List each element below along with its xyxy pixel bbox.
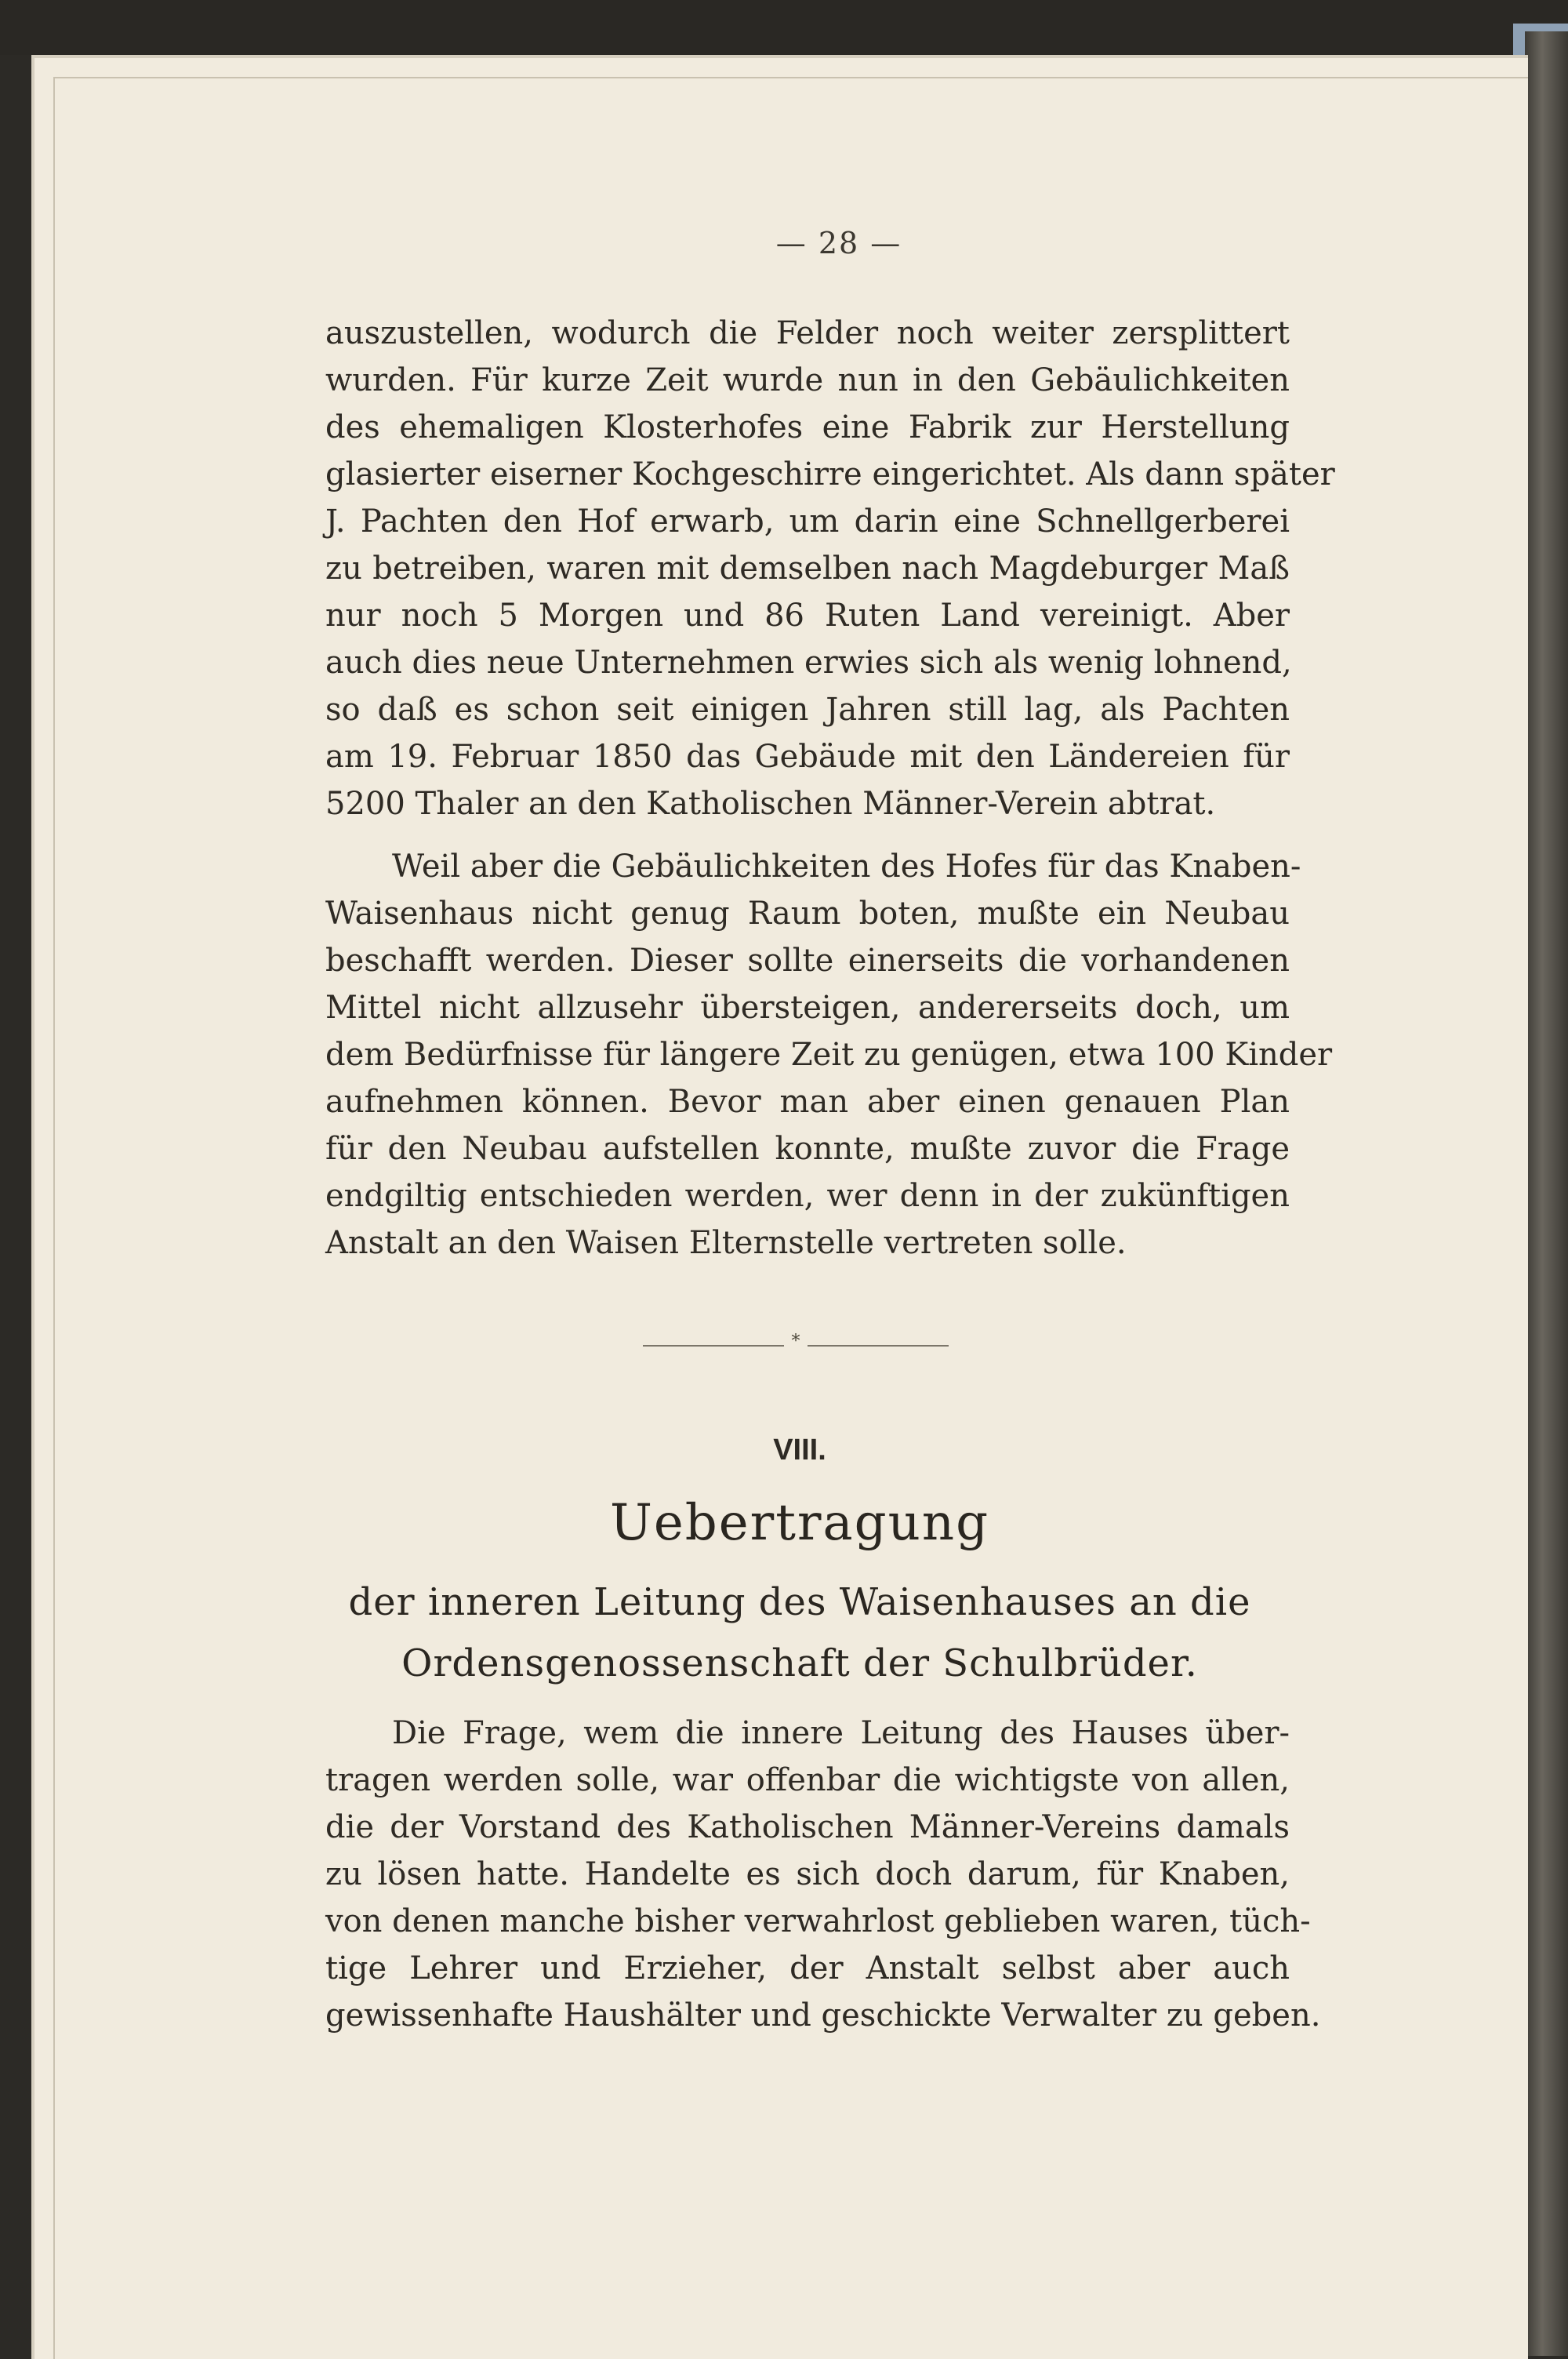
paragraph-2	[325, 843, 1333, 1267]
text-line: nur noch 5 Morgen und 86 Ruten Land vereinigt. Aber	[325, 598, 1290, 634]
text-line: so daß es schon seit einigen Jahren still lag, als Pachten	[325, 692, 1290, 728]
divider-rule-left	[643, 1345, 784, 1347]
chapter-title: Uebertragung	[609, 1494, 990, 1552]
text-line: zu betreiben, waren mit demselben nach Magdeburger Maß	[325, 551, 1290, 587]
text-line: wurden. Für kurze Zeit wurde nun in den Gebäulichkeiten	[325, 362, 1290, 398]
scan-top-edge	[0, 0, 1568, 55]
chapter-subtitle-line-2: Ordensgenossenschaft der Schulbrüder.	[401, 1641, 1198, 1685]
section-number: VIII.	[773, 1434, 826, 1467]
text-line: von denen manche bisher verwahrlost geblieben waren, tüch-	[325, 1903, 1311, 1939]
text-line: aufnehmen können. Bevor man aber einen genauen Plan	[325, 1084, 1290, 1120]
text-line: gewissenhafte Haushälter und geschickte Verwalter zu geben.	[325, 1997, 1321, 2034]
text-line: beschafft werden. Dieser sollte einerseits die vorhandenen	[325, 943, 1290, 979]
chapter-subtitle-line-1: der inneren Leitung des Waisenhauses an die	[348, 1580, 1251, 1624]
text-line: tige Lehrer und Erzieher, der Anstalt selbst aber auch	[325, 1950, 1290, 1986]
book-edge	[1525, 31, 1568, 2356]
text-line: für den Neubau aufstellen konnte, mußte zuvor die Frage	[325, 1131, 1290, 1167]
text-line: dem Bedürfnisse für längere Zeit zu genügen, etwa 100 Kinder	[325, 1037, 1333, 1073]
text-line: des ehemaligen Klosterhofes eine Fabrik zur Herstellung	[325, 409, 1290, 445]
paragraph-3	[325, 1710, 1321, 2039]
text-line: zu lösen hatte. Handelte es sich doch darum, für Knaben,	[325, 1856, 1290, 1892]
text-line: glasierter eiserner Kochgeschirre eingerichtet. Als dann später	[325, 456, 1335, 493]
text-line: auch dies neue Unternehmen erwies sich als wenig lohnend,	[325, 645, 1292, 681]
section-divider	[643, 1332, 949, 1354]
text-line: Waisenhaus nicht genug Raum boten, mußte ein Neubau	[325, 896, 1290, 932]
text-line: Weil aber die Gebäulichkeiten des Hofes für das Knaben-	[392, 849, 1301, 885]
text-line: die der Vorstand des Katholischen Männer-Vereins damals	[325, 1809, 1290, 1845]
divider-rule-right	[808, 1345, 949, 1347]
text-line: Die Frage, wem die innere Leitung des Hauses über-	[392, 1715, 1290, 1751]
text-line: am 19. Februar 1850 das Gebäude mit den Ländereien für	[325, 739, 1290, 775]
text-line: 5200 Thaler an den Katholischen Männer-Verein abtrat.	[325, 786, 1216, 822]
text-line: endgiltig entschieden werden, wer denn in der zukünftigen	[325, 1178, 1290, 1214]
text-line: Mittel nicht allzusehr übersteigen, andererseits doch, um	[325, 990, 1290, 1026]
text-line: auszustellen, wodurch die Felder noch weiter zersplittert	[325, 315, 1290, 351]
text-line: Anstalt an den Waisen Elternstelle vertreten solle.	[325, 1225, 1127, 1261]
page-number: — 28 —	[775, 226, 902, 260]
text-line: tragen werden solle, war offenbar die wichtigste von allen,	[325, 1762, 1290, 1798]
paragraph-1	[325, 310, 1335, 827]
asterisk-ornament: *	[791, 1332, 800, 1351]
text-line: J. Pachten den Hof erwarb, um darin eine Schnellgerberei	[325, 503, 1290, 540]
